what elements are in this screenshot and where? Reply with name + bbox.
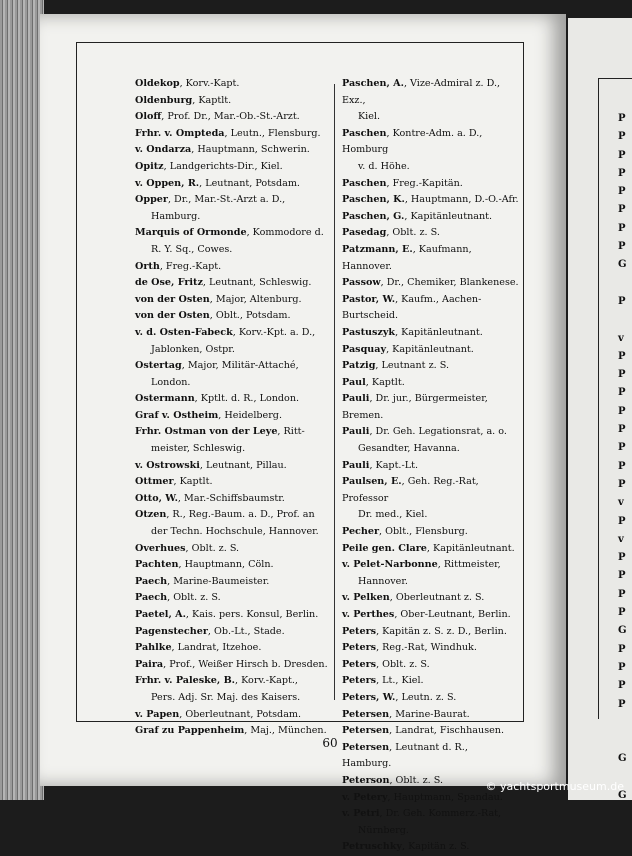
entry-continuation: London.: [151, 376, 191, 388]
directory-entry: [135, 109, 331, 126]
directory-entry: [135, 142, 331, 159]
directory-entry: [342, 557, 520, 590]
directory-entry: [342, 590, 520, 607]
entry-details: , Oberleutnant, Potsdam.: [179, 708, 302, 720]
entry-name: Paech: [135, 575, 168, 587]
directory-entry: [342, 474, 520, 524]
entry-name: Pecher: [342, 526, 380, 538]
directory-entry: [342, 723, 520, 740]
entry-details: , Kaptlt.: [365, 376, 405, 388]
column-divider: [334, 84, 335, 700]
entry-name: Pasquay: [342, 343, 387, 355]
directory-entry: [135, 358, 331, 391]
right-page-initial: P: [618, 424, 626, 436]
right-page-initial: P: [618, 167, 626, 179]
entry-details: , Reg.-Rat, Windhuk.: [376, 642, 477, 654]
entry-continuation: Gesandter, Havanna.: [358, 443, 460, 455]
entry-name: Paschen: [342, 127, 387, 139]
right-page-initial: P: [618, 607, 626, 619]
directory-entry: [135, 607, 331, 624]
right-page-initial: P: [618, 204, 626, 216]
entry-name: Peters: [342, 675, 377, 687]
right-page-initial: P: [618, 515, 626, 527]
entry-details: , Marine-Baurat.: [389, 708, 470, 720]
entry-details: , Oblt. z. S.: [167, 592, 221, 604]
entry-details: , Ober-Leutnant, Berlin.: [394, 609, 511, 620]
directory-entry: [342, 375, 520, 392]
entry-continuation: meister, Schleswig.: [151, 443, 246, 455]
directory-entry: [342, 458, 520, 475]
entry-name: Opper: [135, 194, 168, 206]
right-page-edge: [568, 18, 632, 800]
entry-name: Graf v. Ostheim: [135, 409, 219, 421]
entry-details: , Leutn. z. S.: [395, 691, 457, 703]
entry-name: Patzig: [342, 360, 376, 372]
right-page-initial: G: [618, 625, 627, 637]
entry-details: , Leutnant, Schleswig.: [202, 277, 312, 289]
directory-entry: [135, 640, 331, 657]
directory-entry: [135, 458, 331, 475]
entry-details: , Kaufm., Aachen-Burtscheid.: [342, 293, 482, 322]
directory-entry: [135, 723, 331, 740]
entry-name: v. Pelken: [342, 592, 390, 604]
entry-name: Pagenstecher: [135, 625, 208, 637]
right-page-initial: P: [618, 387, 626, 399]
entry-name: Paschen, K.: [342, 194, 405, 206]
directory-entry: [135, 574, 331, 591]
entry-details: , Kommodore d.: [246, 227, 324, 239]
right-page-initial: P: [618, 698, 626, 710]
entry-details: , Kais. pers. Konsul, Berlin.: [185, 609, 319, 620]
entry-name: Oldekop: [135, 78, 180, 89]
directory-entry: [342, 707, 520, 724]
entry-name: v. d. Osten-Fabeck: [135, 326, 233, 338]
entry-name: Petruschky: [342, 841, 402, 853]
entry-details: , Rittmeister,: [437, 559, 501, 571]
entry-details: , Korv.-Kapt.,: [235, 675, 298, 687]
right-page-initial: P: [618, 460, 626, 472]
entry-name: Paul: [342, 376, 366, 388]
right-page-initial: v: [618, 497, 624, 509]
entry-details: , Lt., Kiel.: [376, 675, 424, 687]
directory-entry: [342, 225, 520, 242]
right-page-initial: G: [618, 259, 627, 271]
directory-entry: [135, 292, 331, 309]
directory-entry: [135, 673, 331, 706]
entry-name: v. Pelet-Narbonne: [342, 559, 438, 571]
entry-details: , Ob.-Lt., Stade.: [207, 625, 285, 637]
right-page-initial: [618, 732, 627, 750]
entry-name: Ostermann: [135, 393, 195, 405]
directory-entry: [342, 839, 520, 856]
directory-entry: [135, 159, 331, 176]
entry-details: , Kptlt. d. R., London.: [194, 393, 300, 405]
entry-details: , Maj., München.: [244, 725, 327, 737]
right-page-frame: [598, 78, 632, 719]
entry-details: , Landrat, Itzehoe.: [171, 642, 262, 654]
entry-name: Peters: [342, 625, 377, 637]
right-page-initial: [618, 275, 627, 293]
entry-details: , Hauptmann, Cöln.: [178, 559, 274, 571]
directory-entry: [135, 541, 331, 558]
entry-name: Opitz: [135, 160, 164, 172]
entry-details: , Oblt. z. S.: [376, 658, 430, 670]
directory-entry: [135, 93, 331, 110]
entry-details: , Dr. jur., Bürgermeister, Bremen.: [342, 393, 488, 421]
directory-entry: [342, 242, 520, 275]
entry-name: Graf zu Pappenheim: [135, 725, 245, 737]
directory-entry: [135, 391, 331, 408]
directory-entry: [135, 557, 331, 574]
directory-entry: [342, 740, 520, 773]
right-page-initial: v: [618, 533, 624, 545]
right-page-initial: P: [618, 113, 626, 124]
entry-name: Paschen, G.: [342, 210, 405, 222]
entry-details: , Hauptmann, Schwerin.: [191, 144, 310, 156]
right-page-initial: P: [618, 680, 626, 692]
directory-entry: [342, 192, 520, 209]
entry-name: Peile gen. Clare: [342, 542, 427, 554]
entry-name: v. Petery: [342, 791, 388, 803]
entry-name: Frhr. Ostman von der Leye: [135, 426, 278, 438]
right-page-initial: [618, 311, 627, 329]
entry-name: Orth: [135, 260, 160, 272]
directory-entry: [342, 176, 520, 193]
entry-details: , Oblt., Potsdam.: [209, 310, 291, 322]
entry-details: , Kaptlt.: [173, 476, 213, 488]
entry-details: , Mar.-Schiffsbaumstr.: [177, 492, 285, 504]
directory-entry: [135, 259, 331, 276]
entry-details: , Leutnant z. S.: [375, 360, 450, 372]
entry-continuation: R. Y. Sq., Cowes.: [151, 243, 233, 255]
directory-entry: [135, 325, 331, 358]
right-page-initial: P: [618, 222, 626, 234]
entry-details: , Freg.-Kapitän.: [386, 177, 463, 189]
entry-name: Petersen: [342, 725, 390, 737]
entry-name: Oloff: [135, 111, 162, 123]
entry-details: , Oblt., Flensburg.: [379, 526, 468, 538]
entry-name: Pasedag: [342, 227, 387, 239]
book-page-stack: [0, 0, 44, 800]
entry-details: , Dr., Mar.-St.-Arzt a. D.,: [167, 194, 286, 206]
directory-entry: [135, 308, 331, 325]
entry-details: , Kontre-Adm. a. D., Homburg: [342, 127, 483, 156]
directory-entry: [135, 657, 331, 674]
directory-entry: [342, 690, 520, 707]
entry-details: , Dr., Chemiker, Blankenese.: [380, 277, 519, 289]
directory-entry: [342, 209, 520, 226]
directory-entry: [342, 342, 520, 359]
entry-name: Ostertag: [135, 360, 182, 372]
entry-name: v. Papen: [135, 708, 180, 720]
entry-name: Ottmer: [135, 476, 174, 488]
entry-name: v. Oppen, R.: [135, 177, 200, 189]
entry-details: , Kaufmann, Hannover.: [342, 243, 472, 272]
entry-name: Peters: [342, 642, 377, 654]
directory-entry: [342, 358, 520, 375]
right-page-initial: P: [618, 643, 626, 655]
entry-name: Frhr. v. Ompteda: [135, 127, 225, 139]
entry-name: Pauli: [342, 393, 370, 405]
directory-entry: [135, 126, 331, 143]
directory-entry: [342, 541, 520, 558]
entry-details: , Kapt.-Lt.: [369, 459, 418, 471]
directory-entry: [342, 607, 520, 624]
entry-details: , Freg.-Kapt.: [159, 260, 222, 272]
entry-details: , Korv.-Kpt. a. D.,: [232, 326, 316, 338]
entry-continuation: v. d. Höhe.: [358, 160, 410, 172]
entry-details: , Heidelberg.: [218, 409, 282, 421]
directory-entry: [135, 707, 331, 724]
right-page-initial: P: [618, 149, 626, 161]
entry-continuation: Nürnberg.: [358, 824, 409, 836]
right-page-initial: P: [618, 442, 626, 454]
entry-details: , Oblt. z. S.: [185, 542, 240, 554]
directory-entry: [135, 76, 331, 93]
entry-name: Overhues: [135, 542, 186, 554]
entry-details: , Oblt. z. S.: [389, 774, 443, 786]
entry-name: Frhr. v. Paleske, B.: [135, 675, 236, 687]
watermark: © yachtsportmuseum.de: [485, 780, 624, 793]
entry-name: de Ose, Fritz: [135, 277, 203, 289]
entry-name: Otzen: [135, 509, 167, 521]
entry-details: , Leutnant, Pillau.: [199, 459, 287, 471]
directory-entry: [342, 292, 520, 325]
entry-details: , Landgerichts-Dir., Kiel.: [163, 160, 283, 172]
entry-details: , Hauptmann, Spandau.: [387, 791, 503, 803]
right-page-initial: P: [618, 369, 626, 381]
entry-details: , Major, Militär-Attaché,: [181, 360, 299, 372]
entry-name: v. Petri: [342, 808, 380, 820]
entry-name: Oldenburg: [135, 94, 193, 106]
entry-details: , Geh. Reg.-Rat, Professor: [342, 476, 479, 504]
entry-name: Petersen: [342, 741, 390, 753]
directory-entry: [342, 391, 520, 424]
entry-name: Marquis of Ormonde: [135, 227, 247, 239]
directory-entry: [135, 225, 331, 258]
entry-details: , Hauptmann, D.-O.-Afr.: [404, 194, 519, 206]
entry-details: , Ritt-: [277, 426, 305, 438]
entry-name: Patzmann, E.: [342, 243, 413, 255]
directory-entry: [135, 624, 331, 641]
entry-name: Paira: [135, 658, 164, 670]
right-page-initial: [618, 714, 627, 732]
directory-entry: [135, 424, 331, 457]
directory-entry: [342, 424, 520, 457]
entry-name: Pastor, W.: [342, 293, 396, 305]
entry-details: , Prof. Dr., Mar.-Ob.-St.-Arzt.: [161, 111, 300, 123]
right-page-initial: P: [618, 350, 626, 362]
directory-entry: [342, 657, 520, 674]
right-column: [342, 76, 520, 856]
entry-details: , Kapitänleutnant.: [386, 343, 474, 355]
entry-details: , Oblt. z. S.: [386, 227, 440, 239]
entry-name: Pauli: [342, 459, 370, 471]
entry-details: , Prof., Weißer Hirsch b. Dresden.: [163, 658, 328, 670]
entry-name: v. Ondarza: [135, 144, 192, 156]
right-page-initial: P: [618, 661, 626, 673]
entry-name: v. Ostrowski: [135, 459, 200, 471]
entry-continuation: Hamburg.: [151, 210, 201, 222]
directory-entry: [342, 806, 520, 839]
entry-continuation: Jablonken, Ostpr.: [151, 343, 235, 355]
entry-continuation: Kiel.: [358, 111, 381, 123]
entry-details: , Kapitänleutnant.: [404, 210, 493, 222]
entry-name: Paschen: [342, 177, 387, 189]
entry-name: Petersen: [342, 708, 390, 720]
entry-name: v. Perthes: [342, 609, 395, 620]
directory-entry: [342, 275, 520, 292]
directory-entry: [342, 76, 520, 126]
right-page-initial: P: [618, 552, 626, 564]
entry-continuation: Hannover.: [358, 575, 408, 587]
right-page-initial: P: [618, 241, 626, 253]
entry-name: von der Osten: [135, 310, 210, 322]
entry-details: , Kapitän z. S.: [401, 841, 470, 853]
right-page-initial: v: [618, 332, 624, 344]
right-page-initial: P: [618, 405, 626, 417]
entry-details: , Major, Altenburg.: [209, 293, 302, 305]
directory-entry: [342, 640, 520, 657]
entry-details: , Marine-Baumeister.: [167, 575, 270, 587]
directory-entry: [135, 192, 331, 225]
entry-continuation: der Techn. Hochschule, Hannover.: [151, 526, 319, 538]
entry-details: , Kapitänleutnant.: [426, 542, 515, 554]
right-page-initial: G: [618, 789, 627, 800]
right-page-initials: [618, 110, 627, 800]
entry-details: , Kaptlt.: [192, 94, 232, 106]
page-number: 60: [322, 736, 338, 750]
entry-details: , Korv.-Kapt.: [179, 78, 240, 89]
entry-name: Passow: [342, 277, 381, 289]
entry-name: Pachten: [135, 559, 179, 571]
entry-name: von der Osten: [135, 293, 210, 305]
directory-entry: [342, 624, 520, 641]
entry-details: , R., Reg.-Baum. a. D., Prof. an: [166, 509, 315, 521]
directory-entry: [342, 524, 520, 541]
entry-details: , Kapitän z. S. z. D., Berlin.: [376, 625, 507, 637]
entry-name: Paulsen, E.: [342, 476, 402, 488]
entry-name: Pahlke: [135, 642, 172, 654]
entry-name: Pastuszyk: [342, 326, 396, 338]
directory-entry: [135, 474, 331, 491]
entry-details: , Landrat, Fischhausen.: [389, 725, 505, 737]
directory-entry: [135, 408, 331, 425]
right-page-initial: P: [618, 588, 626, 600]
directory-entry: [135, 491, 331, 508]
entry-name: Pauli: [342, 426, 370, 438]
entry-continuation: Dr. med., Kiel.: [358, 509, 428, 521]
entry-details: , Vize-Admiral z. D., Exz.,: [342, 78, 501, 106]
entry-details: , Kapitänleutnant.: [395, 326, 483, 338]
directory-entry: [135, 275, 331, 292]
entry-details: , Oberleutnant z. S.: [389, 592, 485, 604]
left-column: [135, 76, 331, 740]
right-page-initial: P: [618, 186, 626, 198]
entry-name: Paech: [135, 592, 168, 604]
right-page-initial: P: [618, 478, 626, 490]
entry-continuation: Pers. Adj. Sr. Maj. des Kaisers.: [151, 691, 301, 703]
right-page-initial: G: [618, 753, 627, 765]
directory-entry: [135, 590, 331, 607]
entry-name: Peters: [342, 658, 377, 670]
entry-details: , Leutn., Flensburg.: [224, 127, 321, 139]
directory-entry: [135, 176, 331, 193]
entry-name: Paetel, A.: [135, 609, 186, 620]
entry-name: Peterson: [342, 774, 390, 786]
right-page-initial: P: [618, 295, 626, 307]
entry-details: , Dr. Geh. Legationsrat, a. o.: [369, 426, 507, 438]
directory-entry: [342, 126, 520, 176]
right-page-initial: P: [618, 570, 626, 582]
entry-name: Otto, W.: [135, 492, 178, 504]
entry-details: , Dr. Geh. Kommerz.-Rat,: [379, 808, 502, 820]
right-page-initial: P: [618, 131, 626, 143]
directory-entry: [342, 673, 520, 690]
entry-details: , Leutnant d. R., Hamburg.: [342, 741, 468, 770]
entry-name: Paschen, A.: [342, 78, 404, 89]
entry-name: Peters, W.: [342, 691, 396, 703]
directory-entry: [135, 507, 331, 540]
entry-details: , Leutnant, Potsdam.: [199, 177, 300, 189]
directory-entry: [342, 325, 520, 342]
